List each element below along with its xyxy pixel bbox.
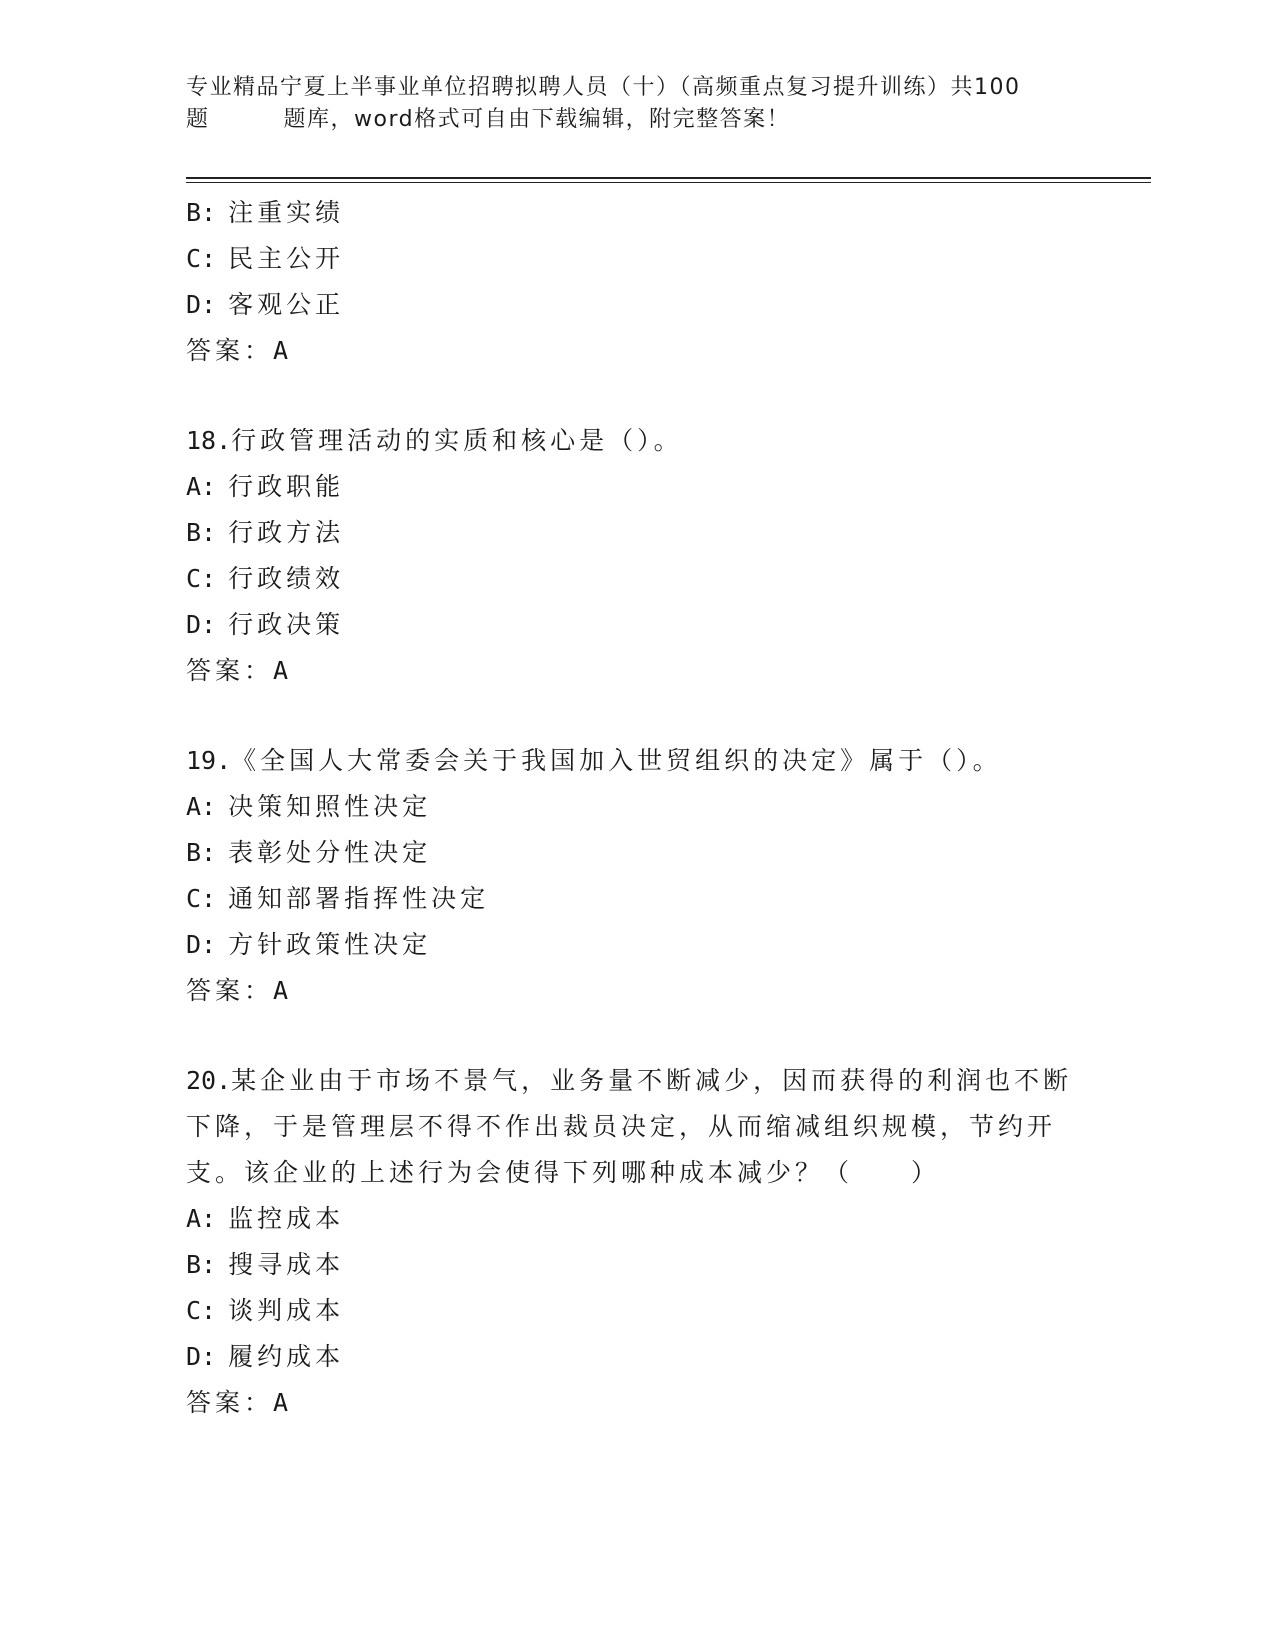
header-title-line1: 专业精品宁夏上半事业单位招聘拟聘人员（十）（高频重点复习提升训练）共100 xyxy=(186,75,1021,100)
answer-line: 答案：A xyxy=(186,656,293,685)
header-divider-thick xyxy=(186,177,1151,179)
header-title-line2 xyxy=(186,104,1146,136)
option-b: B: 注重实绩 xyxy=(186,198,345,227)
header-line2-left: 题 xyxy=(186,107,210,132)
option-c: C: 通知部署指挥性决定 xyxy=(186,884,490,913)
option-d: D: 行政决策 xyxy=(186,610,345,639)
question-stem-line2: 下降，于是管理层不得不作出裁员决定，从而缩减组织规模，节约开 xyxy=(186,1112,1057,1141)
option-b: B: 搜寻成本 xyxy=(186,1250,345,1279)
document-header xyxy=(186,72,1146,136)
question-stem: 19.《全国人大常委会关于我国加入世贸组织的决定》属于（）。 xyxy=(186,746,1002,775)
answer-line: 答案：A xyxy=(186,1388,293,1417)
answer-line: 答案：A xyxy=(186,976,293,1005)
option-b: B: 表彰处分性决定 xyxy=(186,838,432,867)
question-19 xyxy=(186,738,1086,1014)
option-b: B: 行政方法 xyxy=(186,518,345,547)
option-d: D: 客观公正 xyxy=(186,290,345,319)
header-line2-right: 题库，word格式可自由下载编辑，附完整答案！ xyxy=(283,107,791,132)
option-a: A: 监控成本 xyxy=(186,1204,345,1233)
question-17 xyxy=(186,190,1086,374)
option-d: D: 履约成本 xyxy=(186,1342,345,1371)
option-d: D: 方针政策性决定 xyxy=(186,930,432,959)
option-c: C: 谈判成本 xyxy=(186,1296,345,1325)
header-divider-thin xyxy=(186,182,1151,183)
question-stem-line1: 20.某企业由于市场不景气，业务量不断减少，因而获得的利润也不断 xyxy=(186,1066,1073,1095)
question-20 xyxy=(186,1058,1086,1426)
option-c: C: 民主公开 xyxy=(186,244,345,273)
answer-line: 答案：A xyxy=(186,336,293,365)
option-c: C: 行政绩效 xyxy=(186,564,345,593)
question-stem: 18.行政管理活动的实质和核心是（）。 xyxy=(186,426,683,455)
option-a: A: 行政职能 xyxy=(186,472,345,501)
question-stem-line3: 支。该企业的上述行为会使得下列哪种成本减少？（ ） xyxy=(186,1158,941,1187)
question-18 xyxy=(186,418,1086,694)
option-a: A: 决策知照性决定 xyxy=(186,792,432,821)
question-list xyxy=(186,190,1086,1426)
